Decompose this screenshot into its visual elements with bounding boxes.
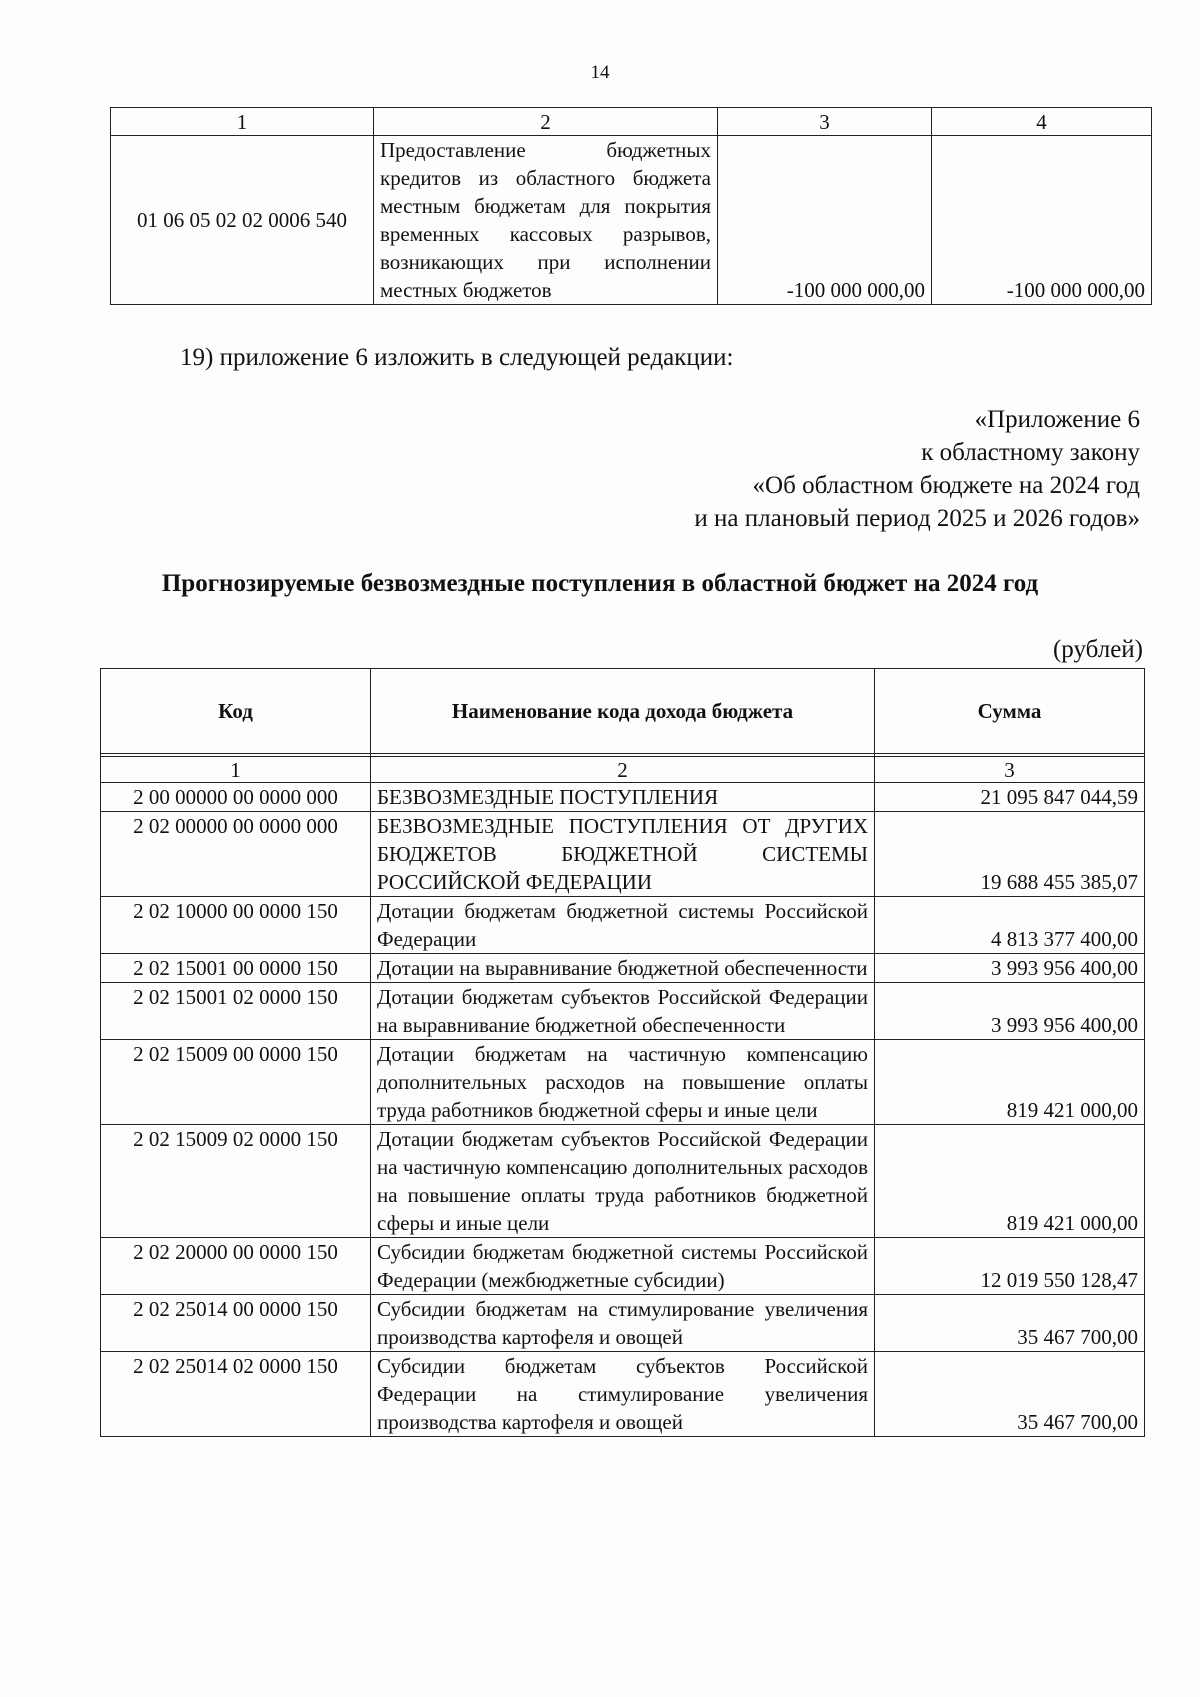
row-amount: -100 000 000,00 <box>932 136 1152 305</box>
document-title: Прогнозируемые безвозмездные поступления в областной бюджет на 2024 год <box>161 570 1039 597</box>
table-row <box>101 954 1145 983</box>
header-row <box>101 669 1145 754</box>
row-name: Дотации на выравнивание бюджетной обеспеченности <box>371 954 875 983</box>
row-amount: -100 000 000,00 <box>718 136 932 305</box>
row-amount: 3 993 956 400,00 <box>875 954 1145 983</box>
column-number: 1 <box>101 757 371 783</box>
row-code: 2 00 00000 00 0000 000 <box>101 783 371 812</box>
row-code: 2 02 15001 02 0000 150 <box>101 983 371 1040</box>
row-code: 2 02 25014 02 0000 150 <box>101 1352 371 1437</box>
row-name: Дотации бюджетам бюджетной системы Российской Федерации <box>371 897 875 954</box>
appendix-line: и на плановый период 2025 и 2026 годов» <box>694 505 1140 532</box>
row-amount: 3 993 956 400,00 <box>875 983 1145 1040</box>
table-row <box>101 1295 1145 1352</box>
row-name: БЕЗВОЗМЕЗДНЫЕ ПОСТУПЛЕНИЯ ОТ ДРУГИХ БЮДЖЕТОВ БЮДЖЕТНОЙ СИСТЕМЫ РОССИЙСКОЙ ФЕДЕРАЦИИ <box>371 812 875 897</box>
row-name: Дотации бюджетам субъектов Российской Федерации на выравнивание бюджетной обеспеченности <box>371 983 875 1040</box>
row-name: БЕЗВОЗМЕЗДНЫЕ ПОСТУПЛЕНИЯ <box>371 783 875 812</box>
column-number-row <box>101 757 1145 783</box>
header-name: Наименование кода дохода бюджета <box>371 669 875 754</box>
column-number: 2 <box>371 757 875 783</box>
continuation-table <box>110 107 1152 305</box>
row-code: 2 02 00000 00 0000 000 <box>101 812 371 897</box>
row-name: Субсидии бюджетам бюджетной системы Российской Федерации (межбюджетные субсидии) <box>371 1238 875 1295</box>
row-code: 01 06 05 02 02 0006 540 <box>111 136 374 305</box>
row-amount: 35 467 700,00 <box>875 1352 1145 1437</box>
row-name: Субсидии бюджетам субъектов Российской Федерации на стимулирование увеличения производства картофеля и овощей <box>371 1352 875 1437</box>
page-number: 14 <box>590 62 610 83</box>
column-number-row <box>111 108 1152 136</box>
column-number: 2 <box>374 108 718 136</box>
appendix-header <box>694 403 1140 535</box>
appendix-line: «Об областном бюджете на 2024 год <box>752 472 1140 499</box>
table-row <box>111 136 1152 305</box>
row-name: Субсидии бюджетам на стимулирование увеличения производства картофеля и овощей <box>371 1295 875 1352</box>
table-row <box>101 1040 1145 1125</box>
row-name: Дотации бюджетам на частичную компенсацию дополнительных расходов на повышение оплаты труда работников бюджетной сферы и иные цели <box>371 1040 875 1125</box>
row-amount: 12 019 550 128,47 <box>875 1238 1145 1295</box>
column-number: 1 <box>111 108 374 136</box>
appendix-line: «Приложение 6 <box>974 406 1140 433</box>
table-row <box>101 1352 1145 1437</box>
column-number: 4 <box>932 108 1152 136</box>
appendix-line: к областному закону <box>921 439 1140 466</box>
row-code: 2 02 25014 00 0000 150 <box>101 1295 371 1352</box>
row-code: 2 02 15009 00 0000 150 <box>101 1040 371 1125</box>
units-label: (рублей) <box>1052 636 1143 663</box>
header-amount: Сумма <box>875 669 1145 754</box>
table-row <box>101 1125 1145 1238</box>
row-amount: 19 688 455 385,07 <box>875 812 1145 897</box>
table-row <box>101 983 1145 1040</box>
row-amount: 21 095 847 044,59 <box>875 783 1145 812</box>
row-amount: 35 467 700,00 <box>875 1295 1145 1352</box>
column-number: 3 <box>875 757 1145 783</box>
row-amount: 819 421 000,00 <box>875 1040 1145 1125</box>
paragraph-19: 19) приложение 6 изложить в следующей редакции: <box>180 344 734 371</box>
table-row <box>101 812 1145 897</box>
revenue-table <box>100 668 1145 1437</box>
table-row <box>101 897 1145 954</box>
row-name: Предоставление бюджетных кредитов из областного бюджета местным бюджетам для покрытия временных кассовых разрывов, возникающих при исполнении местных бюджетов <box>374 136 718 305</box>
row-amount: 819 421 000,00 <box>875 1125 1145 1238</box>
table-row <box>101 783 1145 812</box>
row-amount: 4 813 377 400,00 <box>875 897 1145 954</box>
row-code: 2 02 15009 02 0000 150 <box>101 1125 371 1238</box>
table-row <box>101 1238 1145 1295</box>
row-code: 2 02 15001 00 0000 150 <box>101 954 371 983</box>
column-number: 3 <box>718 108 932 136</box>
row-code: 2 02 20000 00 0000 150 <box>101 1238 371 1295</box>
row-name: Дотации бюджетам субъектов Российской Федерации на частичную компенсацию дополнительных расходов на повышение оплаты труда работников бюджетной сферы и иные цели <box>371 1125 875 1238</box>
header-code: Код <box>101 669 371 754</box>
row-code: 2 02 10000 00 0000 150 <box>101 897 371 954</box>
